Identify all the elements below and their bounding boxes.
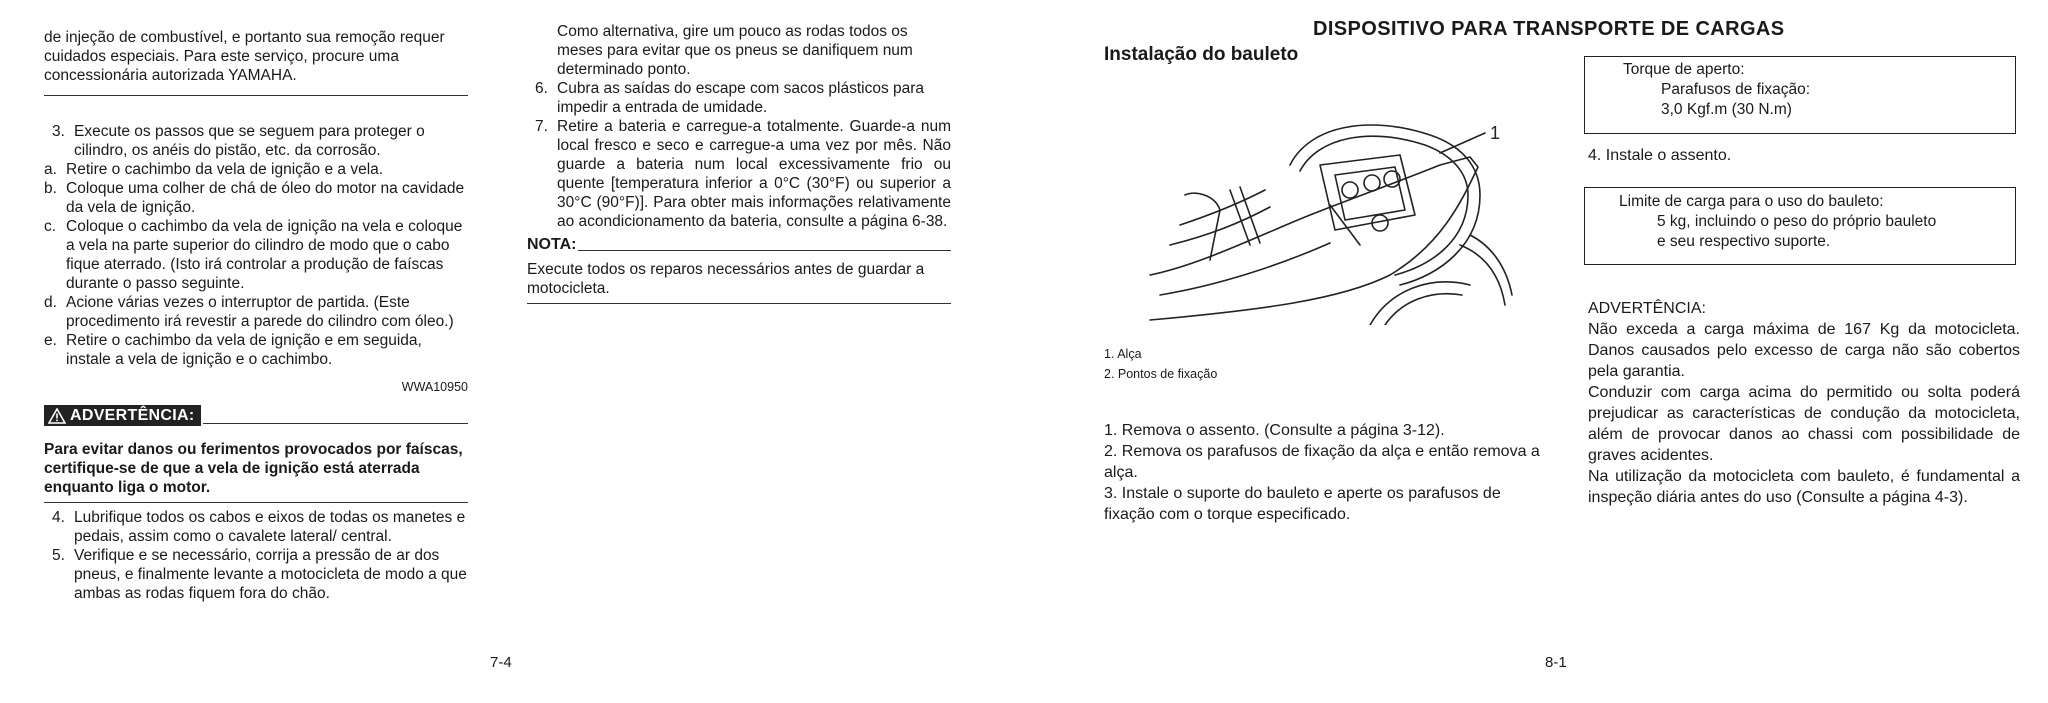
caption-2: 2. Pontos de fixação — [1104, 367, 1218, 381]
warning-triangle-icon — [48, 408, 66, 424]
warning-badge: ADVERTÊNCIA: — [44, 405, 201, 426]
figure-captions — [1104, 344, 1217, 384]
right-warning-title: ADVERTÊNCIA: — [1588, 300, 1706, 317]
nota-text: Execute todos os reparos necessários antes de guardar a motocicleta. — [527, 261, 925, 297]
grab-bar-illustration — [1140, 95, 1520, 325]
intro-paragraph: de injeção de combustível, e portanto sua remoção requer cuidados especiais. Para este serviço, procure uma concessionária autorizada YAMAHA. — [44, 29, 445, 84]
torque-spec-box — [1584, 56, 2016, 134]
left-column-1 — [44, 28, 468, 603]
warning-rule — [203, 423, 469, 424]
install-step-4: 4. Instale o assento. — [1588, 147, 1732, 164]
load-title: Limite de carga para o uso do bauleto: — [1619, 193, 1884, 210]
right-warning — [1588, 298, 2020, 508]
warning-text: Para evitar danos ou ferimentos provocados por faíscas, certifique-se de que a vela de ignição está aterrada enquanto liga o motor. — [44, 441, 463, 496]
load-line-1: 5 kg, incluindo o peso do próprio bauleto — [1657, 213, 1937, 230]
caption-1: 1. Alça — [1104, 347, 1142, 361]
warning-header — [44, 405, 468, 426]
step-4: 4. Lubrifique todos os cabos e eixos de todas os manetes e pedais, assim como o cavalete lateral/ central. — [52, 509, 466, 545]
load-limit-box — [1584, 187, 2016, 265]
substep-e: e. Retire o cachimbo da vela de ignição e em seguida, instale a vela de ignição e o cachimbo. — [44, 332, 422, 368]
divider — [527, 303, 951, 304]
step-6: 6. Cubra as saídas do escape com sacos plásticos para impedir a entrada de umidade. — [535, 80, 925, 116]
torque-line-2: 3,0 Kgf.m (30 N.m) — [1661, 101, 1792, 118]
warning-code: WWA10950 — [401, 380, 468, 394]
load-line-2: e seu respectivo suporte. — [1657, 233, 1831, 250]
nota-header: NOTA: — [527, 235, 951, 254]
install-step-2: 2. Remova os parafusos de fixação da alça e então remova a alça. — [1104, 443, 1540, 481]
torque-line-1: Parafusos de fixação: — [1661, 81, 1811, 98]
left-column-2 — [527, 22, 951, 304]
right-warning-paragraph-2: Conduzir com carga acima do permitido ou solta poderá prejudicar as características de condução da motocicleta, além de provocar danos ao chassi com possibilidade de graves acidentes. — [1588, 384, 2020, 464]
substep-d: d. Acione várias vezes o interruptor de partida. (Este procedimento irá revestir a parede do cilindro com óleo.) — [44, 294, 454, 330]
install-step-3: 3. Instale o suporte do bauleto e aperte os parafusos de fixação com o torque especificado. — [1104, 485, 1501, 523]
step-5: 5. Verifique e se necessário, corrija a pressão de ar dos pneus, e finalmente levante a motocicleta de modo a que ambas as rodas fiquem fora do chão. — [52, 547, 467, 602]
substep-a: a. Retire o cachimbo da vela de ignição e a vela. — [44, 161, 384, 178]
section-title: Instalação do bauleto — [1104, 44, 1299, 65]
substep-c: c. Coloque o cachimbo da vela de ignição na vela e coloque a vela na parte superior do cilindro de modo que o cabo fique aterrado. (Isto irá controlar a produção de faíscas durante o passo seguinte. — [44, 218, 463, 292]
torque-title: Torque de aperto: — [1623, 61, 1745, 78]
step-3: 3. Execute os passos que se seguem para proteger o cilindro, os anéis do pistão, etc. da corrosão. — [52, 123, 425, 159]
page-number-left: 7-4 — [490, 654, 512, 671]
nota-rule — [578, 250, 951, 251]
figure-callout-1: 1 — [1490, 123, 1501, 143]
page-number-right: 8-1 — [1545, 654, 1567, 671]
continuation-paragraph: Como alternativa, gire um pouco as rodas todos os meses para evitar que os pneus se danifiquem num determinado ponto. — [557, 23, 913, 78]
divider — [44, 95, 468, 96]
divider — [44, 502, 468, 503]
right-warning-paragraph-1: Não exceda a carga máxima de 167 Kg da motocicleta. Danos causados pelo excesso de carga não são cobertos pela garantia. — [1588, 321, 2020, 380]
install-steps — [1104, 420, 1552, 525]
substep-b: b. Coloque uma colher de chá de óleo do motor na cavidade da vela de ignição. — [44, 180, 465, 216]
right-warning-paragraph-3: Na utilização da motocicleta com bauleto, é fundamental a inspeção diária antes do uso (Consulte a página 4-3). — [1588, 468, 2020, 506]
page-title: DISPOSITIVO PARA TRANSPORTE DE CARGAS — [1313, 18, 1785, 40]
install-step-1: 1. Remova o assento. (Consulte a página 3-12). — [1104, 422, 1445, 439]
step-7: 7. Retire a bateria e carregue-a totalmente. Guarde-a num local fresco e seco e carregue-a uma vez por mês. Não guarde a bateria num local excessivamente frio ou quente [temperatura inferior a 0°C (30°F) ou superior a 30°C (90°F)]. Para obter mais informações relativamente ao acondicionamento da bateria, consulte a página 6-38. — [535, 118, 951, 230]
